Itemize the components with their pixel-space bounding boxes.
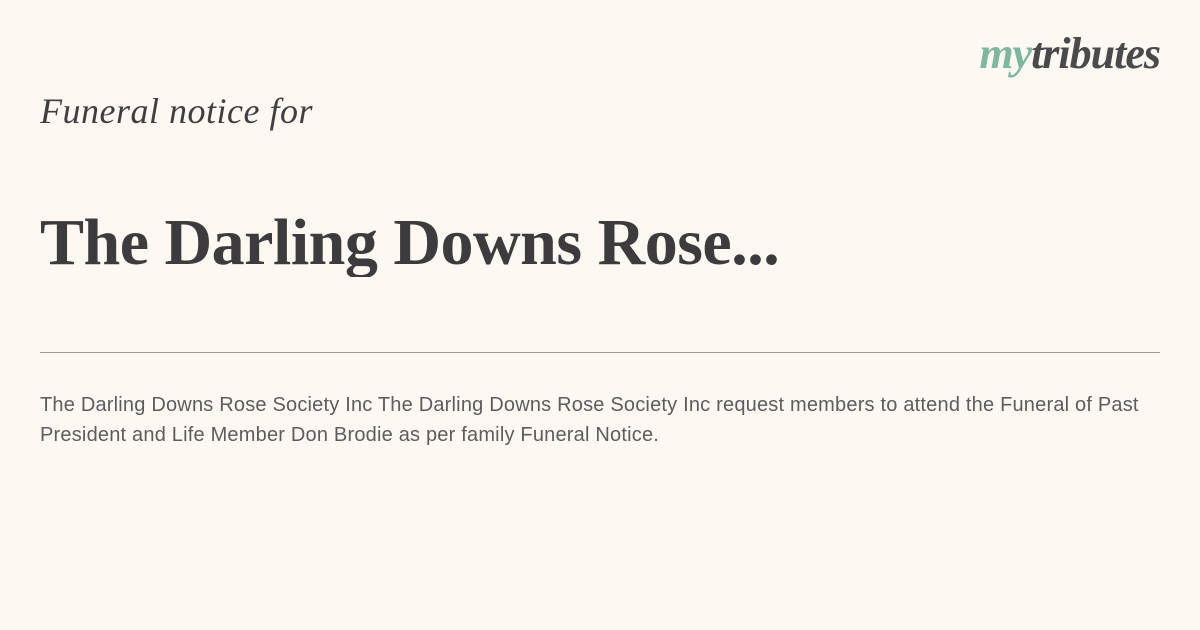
notice-type-label: Funeral notice for bbox=[40, 91, 313, 131]
mytributes-logo bbox=[979, 30, 1160, 78]
divider bbox=[40, 352, 1160, 353]
logo-text-tributes: tributes bbox=[1031, 29, 1160, 78]
notice-body: The Darling Downs Rose Society Inc The Darling Downs Rose Society Inc request members to attend the Funeral of Past President and Life Member Don Brodie as per family Funeral Notice. bbox=[40, 394, 1139, 446]
notice-title: The Darling Downs Rose... bbox=[40, 208, 780, 278]
logo-text-my: my bbox=[979, 29, 1032, 78]
